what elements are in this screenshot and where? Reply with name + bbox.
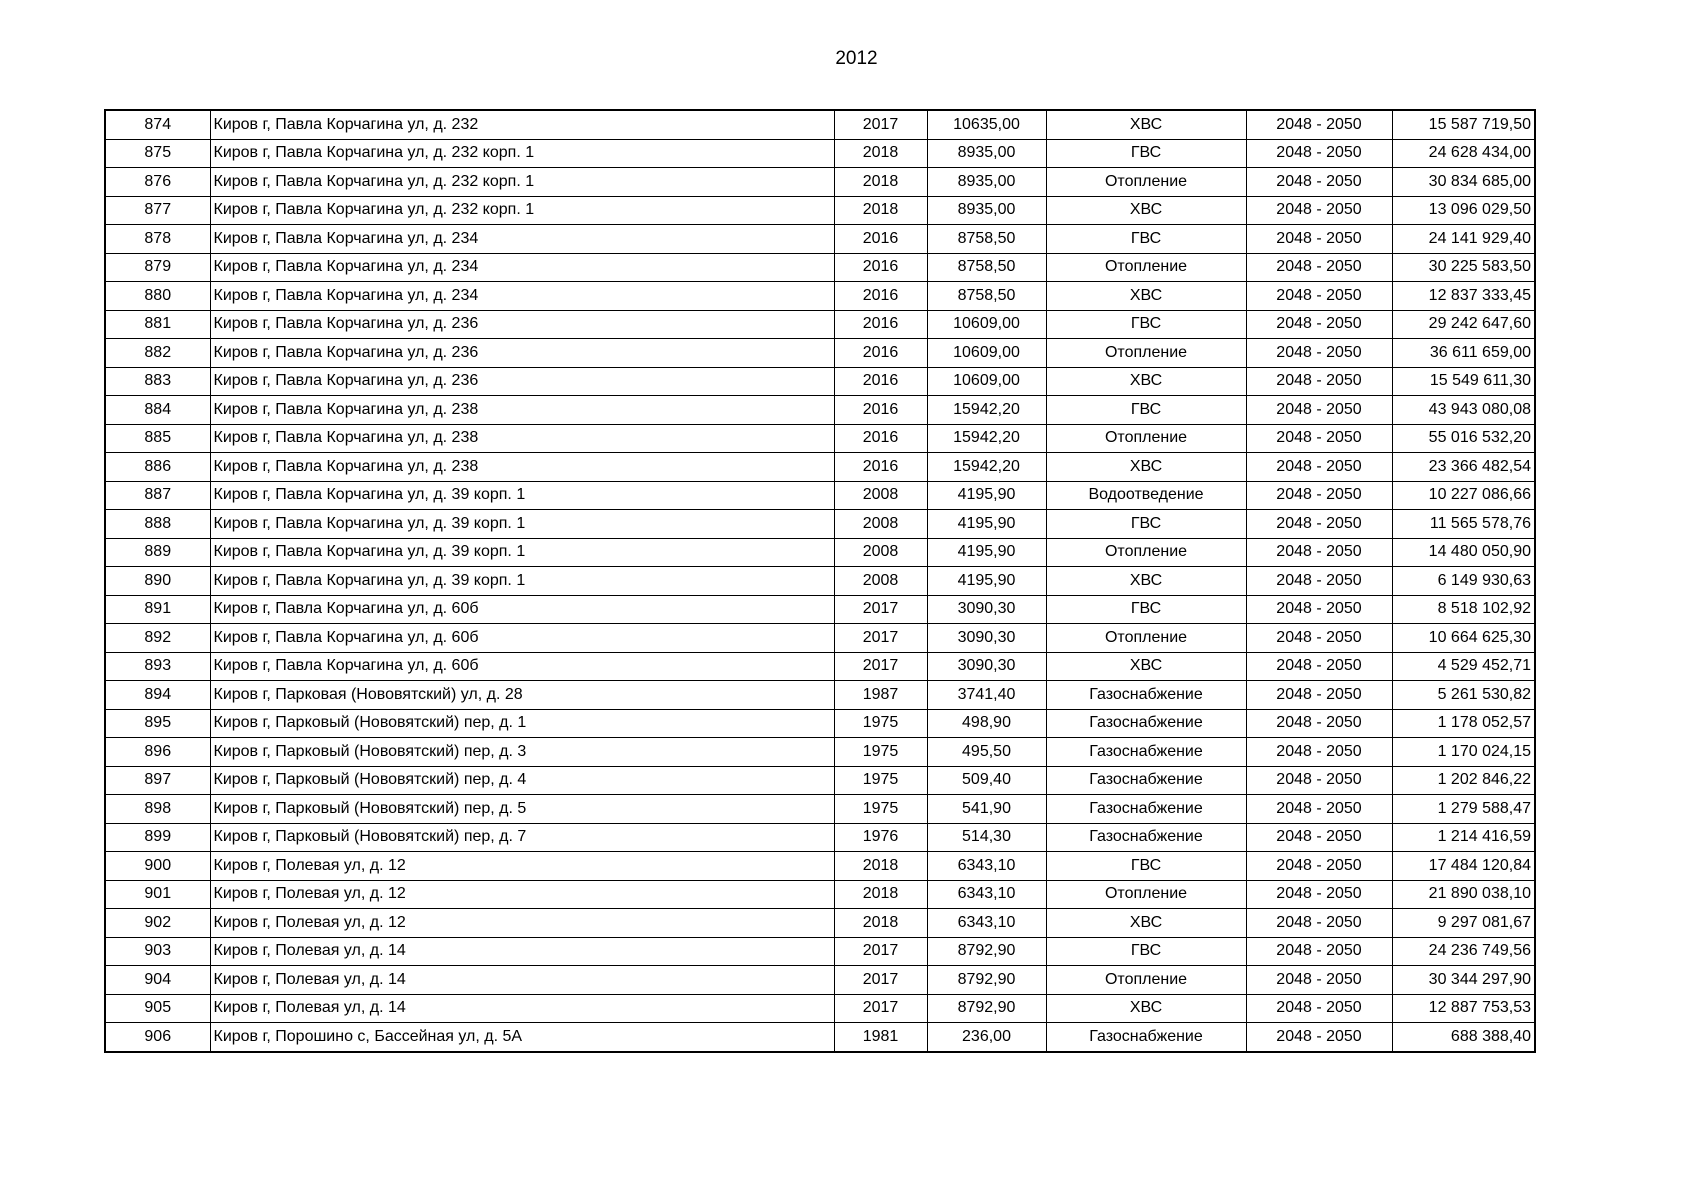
cost-cell: 688 388,40 [1392, 1023, 1535, 1052]
address-cell: Киров г, Павла Корчагина ул, д. 60б [210, 624, 834, 653]
table-row [105, 709, 1535, 738]
utility-system-cell: ГВС [1046, 510, 1246, 539]
table-row [105, 595, 1535, 624]
row-number-cell: 885 [105, 424, 210, 453]
repair-period-cell: 2048 - 2050 [1246, 823, 1392, 852]
cost-cell: 1 279 588,47 [1392, 795, 1535, 824]
utility-system-cell: ХВС [1046, 282, 1246, 311]
cost-cell: 1 178 052,57 [1392, 709, 1535, 738]
utility-system-cell: ГВС [1046, 595, 1246, 624]
cost-cell: 55 016 532,20 [1392, 424, 1535, 453]
cost-cell: 12 837 333,45 [1392, 282, 1535, 311]
address-cell: Киров г, Павла Корчагина ул, д. 236 [210, 310, 834, 339]
build-year-cell: 2018 [834, 852, 927, 881]
address-cell: Киров г, Павла Корчагина ул, д. 238 [210, 396, 834, 425]
utility-system-cell: ГВС [1046, 139, 1246, 168]
utility-system-cell: Отопление [1046, 339, 1246, 368]
row-number-cell: 904 [105, 966, 210, 995]
area-cell: 3090,30 [927, 595, 1046, 624]
repair-period-cell: 2048 - 2050 [1246, 282, 1392, 311]
utility-system-cell: Водоотведение [1046, 481, 1246, 510]
cost-cell: 10 227 086,66 [1392, 481, 1535, 510]
row-number-cell: 879 [105, 253, 210, 282]
page-number: 2012 [835, 48, 878, 69]
area-cell: 4195,90 [927, 510, 1046, 539]
cost-cell: 36 611 659,00 [1392, 339, 1535, 368]
table-row [105, 139, 1535, 168]
table-row [105, 282, 1535, 311]
address-cell: Киров г, Павла Корчагина ул, д. 234 [210, 253, 834, 282]
build-year-cell: 2018 [834, 196, 927, 225]
address-cell: Киров г, Павла Корчагина ул, д. 232 корп. 1 [210, 168, 834, 197]
table-row [105, 196, 1535, 225]
utility-system-cell: Отопление [1046, 966, 1246, 995]
row-number-cell: 900 [105, 852, 210, 881]
row-number-cell: 899 [105, 823, 210, 852]
build-year-cell: 2017 [834, 994, 927, 1023]
area-cell: 8792,90 [927, 994, 1046, 1023]
address-cell: Киров г, Порошино с, Бассейная ул, д. 5А [210, 1023, 834, 1052]
row-number-cell: 887 [105, 481, 210, 510]
repair-period-cell: 2048 - 2050 [1246, 196, 1392, 225]
cost-cell: 17 484 120,84 [1392, 852, 1535, 881]
table-row [105, 424, 1535, 453]
address-cell: Киров г, Парковый (Нововятский) пер, д. 3 [210, 738, 834, 767]
row-number-cell: 892 [105, 624, 210, 653]
area-cell: 498,90 [927, 709, 1046, 738]
row-number-cell: 883 [105, 367, 210, 396]
area-cell: 4195,90 [927, 538, 1046, 567]
row-number-cell: 902 [105, 909, 210, 938]
table-row [105, 909, 1535, 938]
repair-period-cell: 2048 - 2050 [1246, 795, 1392, 824]
build-year-cell: 2017 [834, 624, 927, 653]
area-cell: 8935,00 [927, 139, 1046, 168]
area-cell: 10609,00 [927, 339, 1046, 368]
utility-system-cell: ХВС [1046, 909, 1246, 938]
table-row [105, 966, 1535, 995]
registry-table-body [105, 110, 1535, 1052]
build-year-cell: 1975 [834, 766, 927, 795]
cost-cell: 30 225 583,50 [1392, 253, 1535, 282]
build-year-cell: 2008 [834, 510, 927, 539]
utility-system-cell: ГВС [1046, 225, 1246, 254]
utility-system-cell: Отопление [1046, 424, 1246, 453]
table-row [105, 852, 1535, 881]
cost-cell: 24 628 434,00 [1392, 139, 1535, 168]
build-year-cell: 2018 [834, 880, 927, 909]
build-year-cell: 2017 [834, 110, 927, 139]
table-row [105, 823, 1535, 852]
build-year-cell: 2016 [834, 367, 927, 396]
area-cell: 4195,90 [927, 567, 1046, 596]
build-year-cell: 2016 [834, 424, 927, 453]
cost-cell: 6 149 930,63 [1392, 567, 1535, 596]
repair-period-cell: 2048 - 2050 [1246, 339, 1392, 368]
build-year-cell: 2018 [834, 909, 927, 938]
repair-period-cell: 2048 - 2050 [1246, 110, 1392, 139]
table-row [105, 795, 1535, 824]
utility-system-cell: Отопление [1046, 880, 1246, 909]
row-number-cell: 906 [105, 1023, 210, 1052]
repair-period-cell: 2048 - 2050 [1246, 909, 1392, 938]
build-year-cell: 2017 [834, 595, 927, 624]
table-row [105, 510, 1535, 539]
cost-cell: 12 887 753,53 [1392, 994, 1535, 1023]
repair-period-cell: 2048 - 2050 [1246, 253, 1392, 282]
build-year-cell: 2016 [834, 339, 927, 368]
address-cell: Киров г, Павла Корчагина ул, д. 232 корп. 1 [210, 139, 834, 168]
address-cell: Киров г, Павла Корчагина ул, д. 60б [210, 652, 834, 681]
area-cell: 10609,00 [927, 367, 1046, 396]
row-number-cell: 880 [105, 282, 210, 311]
row-number-cell: 903 [105, 937, 210, 966]
repair-period-cell: 2048 - 2050 [1246, 567, 1392, 596]
table-row [105, 367, 1535, 396]
repair-period-cell: 2048 - 2050 [1246, 595, 1392, 624]
table-row [105, 225, 1535, 254]
area-cell: 8758,50 [927, 282, 1046, 311]
address-cell: Киров г, Павла Корчагина ул, д. 232 корп. 1 [210, 196, 834, 225]
cost-cell: 1 214 416,59 [1392, 823, 1535, 852]
row-number-cell: 874 [105, 110, 210, 139]
address-cell: Киров г, Полевая ул, д. 12 [210, 909, 834, 938]
cost-cell: 5 261 530,82 [1392, 681, 1535, 710]
cost-cell: 10 664 625,30 [1392, 624, 1535, 653]
area-cell: 509,40 [927, 766, 1046, 795]
utility-system-cell: Газоснабжение [1046, 795, 1246, 824]
address-cell: Киров г, Полевая ул, д. 14 [210, 994, 834, 1023]
cost-cell: 15 549 611,30 [1392, 367, 1535, 396]
area-cell: 15942,20 [927, 396, 1046, 425]
utility-system-cell: Газоснабжение [1046, 1023, 1246, 1052]
row-number-cell: 898 [105, 795, 210, 824]
repair-period-cell: 2048 - 2050 [1246, 510, 1392, 539]
build-year-cell: 1975 [834, 738, 927, 767]
area-cell: 6343,10 [927, 880, 1046, 909]
table-row [105, 681, 1535, 710]
build-year-cell: 2008 [834, 481, 927, 510]
build-year-cell: 1987 [834, 681, 927, 710]
utility-system-cell: Отопление [1046, 168, 1246, 197]
table-row [105, 110, 1535, 139]
cost-cell: 9 297 081,67 [1392, 909, 1535, 938]
utility-system-cell: Отопление [1046, 624, 1246, 653]
repair-period-cell: 2048 - 2050 [1246, 966, 1392, 995]
utility-system-cell: Отопление [1046, 538, 1246, 567]
build-year-cell: 2016 [834, 310, 927, 339]
repair-period-cell: 2048 - 2050 [1246, 168, 1392, 197]
build-year-cell: 2017 [834, 966, 927, 995]
table-row [105, 567, 1535, 596]
cost-cell: 24 141 929,40 [1392, 225, 1535, 254]
repair-period-cell: 2048 - 2050 [1246, 652, 1392, 681]
repair-period-cell: 2048 - 2050 [1246, 453, 1392, 482]
cost-cell: 30 834 685,00 [1392, 168, 1535, 197]
repair-period-cell: 2048 - 2050 [1246, 738, 1392, 767]
address-cell: Киров г, Павла Корчагина ул, д. 238 [210, 424, 834, 453]
row-number-cell: 886 [105, 453, 210, 482]
row-number-cell: 901 [105, 880, 210, 909]
table-row [105, 880, 1535, 909]
table-row [105, 339, 1535, 368]
table-row [105, 766, 1535, 795]
table-row [105, 310, 1535, 339]
row-number-cell: 876 [105, 168, 210, 197]
build-year-cell: 2016 [834, 453, 927, 482]
repair-period-cell: 2048 - 2050 [1246, 852, 1392, 881]
area-cell: 514,30 [927, 823, 1046, 852]
row-number-cell: 893 [105, 652, 210, 681]
build-year-cell: 2018 [834, 168, 927, 197]
table-row [105, 738, 1535, 767]
build-year-cell: 2008 [834, 567, 927, 596]
table-row [105, 937, 1535, 966]
repair-period-cell: 2048 - 2050 [1246, 367, 1392, 396]
build-year-cell: 1976 [834, 823, 927, 852]
area-cell: 8758,50 [927, 253, 1046, 282]
cost-cell: 4 529 452,71 [1392, 652, 1535, 681]
repair-period-cell: 2048 - 2050 [1246, 937, 1392, 966]
cost-cell: 11 565 578,76 [1392, 510, 1535, 539]
utility-system-cell: ХВС [1046, 652, 1246, 681]
row-number-cell: 905 [105, 994, 210, 1023]
cost-cell: 30 344 297,90 [1392, 966, 1535, 995]
repair-period-cell: 2048 - 2050 [1246, 766, 1392, 795]
address-cell: Киров г, Павла Корчагина ул, д. 236 [210, 367, 834, 396]
address-cell: Киров г, Полевая ул, д. 12 [210, 852, 834, 881]
utility-system-cell: Газоснабжение [1046, 823, 1246, 852]
row-number-cell: 875 [105, 139, 210, 168]
row-number-cell: 878 [105, 225, 210, 254]
utility-system-cell: ГВС [1046, 396, 1246, 425]
cost-cell: 24 236 749,56 [1392, 937, 1535, 966]
cost-cell: 1 202 846,22 [1392, 766, 1535, 795]
area-cell: 6343,10 [927, 909, 1046, 938]
area-cell: 3741,40 [927, 681, 1046, 710]
repair-period-cell: 2048 - 2050 [1246, 424, 1392, 453]
utility-system-cell: ХВС [1046, 453, 1246, 482]
repair-period-cell: 2048 - 2050 [1246, 681, 1392, 710]
row-number-cell: 884 [105, 396, 210, 425]
build-year-cell: 1975 [834, 795, 927, 824]
cost-cell: 43 943 080,08 [1392, 396, 1535, 425]
cost-cell: 8 518 102,92 [1392, 595, 1535, 624]
build-year-cell: 1981 [834, 1023, 927, 1052]
address-cell: Киров г, Павла Корчагина ул, д. 234 [210, 282, 834, 311]
area-cell: 3090,30 [927, 652, 1046, 681]
utility-system-cell: ХВС [1046, 110, 1246, 139]
area-cell: 236,00 [927, 1023, 1046, 1052]
area-cell: 3090,30 [927, 624, 1046, 653]
build-year-cell: 2016 [834, 225, 927, 254]
cost-cell: 21 890 038,10 [1392, 880, 1535, 909]
utility-system-cell: ХВС [1046, 567, 1246, 596]
repair-period-cell: 2048 - 2050 [1246, 481, 1392, 510]
area-cell: 8792,90 [927, 966, 1046, 995]
address-cell: Киров г, Павла Корчагина ул, д. 39 корп. 1 [210, 481, 834, 510]
repair-period-cell: 2048 - 2050 [1246, 994, 1392, 1023]
utility-system-cell: ГВС [1046, 310, 1246, 339]
utility-system-cell: Газоснабжение [1046, 709, 1246, 738]
utility-system-cell: ГВС [1046, 852, 1246, 881]
area-cell: 4195,90 [927, 481, 1046, 510]
row-number-cell: 896 [105, 738, 210, 767]
build-year-cell: 2017 [834, 937, 927, 966]
utility-system-cell: ХВС [1046, 367, 1246, 396]
area-cell: 8935,00 [927, 196, 1046, 225]
area-cell: 10635,00 [927, 110, 1046, 139]
row-number-cell: 882 [105, 339, 210, 368]
table-row [105, 538, 1535, 567]
row-number-cell: 890 [105, 567, 210, 596]
utility-system-cell: ГВС [1046, 937, 1246, 966]
cost-cell: 1 170 024,15 [1392, 738, 1535, 767]
address-cell: Киров г, Павла Корчагина ул, д. 39 корп. 1 [210, 510, 834, 539]
address-cell: Киров г, Парковый (Нововятский) пер, д. 7 [210, 823, 834, 852]
table-row [105, 396, 1535, 425]
area-cell: 15942,20 [927, 453, 1046, 482]
repair-period-cell: 2048 - 2050 [1246, 538, 1392, 567]
repair-period-cell: 2048 - 2050 [1246, 310, 1392, 339]
area-cell: 541,90 [927, 795, 1046, 824]
row-number-cell: 897 [105, 766, 210, 795]
address-cell: Киров г, Павла Корчагина ул, д. 39 корп. 1 [210, 567, 834, 596]
repair-period-cell: 2048 - 2050 [1246, 225, 1392, 254]
area-cell: 8792,90 [927, 937, 1046, 966]
table-row [105, 168, 1535, 197]
address-cell: Киров г, Парковый (Нововятский) пер, д. 5 [210, 795, 834, 824]
row-number-cell: 877 [105, 196, 210, 225]
area-cell: 15942,20 [927, 424, 1046, 453]
utility-system-cell: Отопление [1046, 253, 1246, 282]
table-row [105, 453, 1535, 482]
build-year-cell: 2018 [834, 139, 927, 168]
row-number-cell: 889 [105, 538, 210, 567]
table-row [105, 253, 1535, 282]
repair-period-cell: 2048 - 2050 [1246, 880, 1392, 909]
address-cell: Киров г, Павла Корчагина ул, д. 234 [210, 225, 834, 254]
address-cell: Киров г, Павла Корчагина ул, д. 60б [210, 595, 834, 624]
address-cell: Киров г, Павла Корчагина ул, д. 232 [210, 110, 834, 139]
repair-period-cell: 2048 - 2050 [1246, 396, 1392, 425]
build-year-cell: 1975 [834, 709, 927, 738]
utility-system-cell: Газоснабжение [1046, 766, 1246, 795]
address-cell: Киров г, Павла Корчагина ул, д. 238 [210, 453, 834, 482]
table-row [105, 652, 1535, 681]
build-year-cell: 2016 [834, 253, 927, 282]
repair-period-cell: 2048 - 2050 [1246, 139, 1392, 168]
area-cell: 6343,10 [927, 852, 1046, 881]
utility-system-cell: Газоснабжение [1046, 681, 1246, 710]
row-number-cell: 881 [105, 310, 210, 339]
cost-cell: 23 366 482,54 [1392, 453, 1535, 482]
row-number-cell: 894 [105, 681, 210, 710]
area-cell: 8935,00 [927, 168, 1046, 197]
utility-system-cell: ХВС [1046, 994, 1246, 1023]
build-year-cell: 2016 [834, 282, 927, 311]
utility-system-cell: Газоснабжение [1046, 738, 1246, 767]
row-number-cell: 891 [105, 595, 210, 624]
table-row [105, 481, 1535, 510]
address-cell: Киров г, Павла Корчагина ул, д. 236 [210, 339, 834, 368]
address-cell: Киров г, Полевая ул, д. 14 [210, 966, 834, 995]
table-row [105, 624, 1535, 653]
cost-cell: 13 096 029,50 [1392, 196, 1535, 225]
cost-cell: 29 242 647,60 [1392, 310, 1535, 339]
area-cell: 8758,50 [927, 225, 1046, 254]
row-number-cell: 895 [105, 709, 210, 738]
area-cell: 10609,00 [927, 310, 1046, 339]
cost-cell: 15 587 719,50 [1392, 110, 1535, 139]
repair-period-cell: 2048 - 2050 [1246, 624, 1392, 653]
repair-period-cell: 2048 - 2050 [1246, 1023, 1392, 1052]
table-row [105, 994, 1535, 1023]
address-cell: Киров г, Парковый (Нововятский) пер, д. 4 [210, 766, 834, 795]
registry-table [104, 109, 1536, 1053]
build-year-cell: 2008 [834, 538, 927, 567]
address-cell: Киров г, Полевая ул, д. 12 [210, 880, 834, 909]
build-year-cell: 2017 [834, 652, 927, 681]
area-cell: 495,50 [927, 738, 1046, 767]
address-cell: Киров г, Полевая ул, д. 14 [210, 937, 834, 966]
address-cell: Киров г, Парковая (Нововятский) ул, д. 28 [210, 681, 834, 710]
cost-cell: 14 480 050,90 [1392, 538, 1535, 567]
table-row [105, 1023, 1535, 1052]
utility-system-cell: ХВС [1046, 196, 1246, 225]
address-cell: Киров г, Павла Корчагина ул, д. 39 корп. 1 [210, 538, 834, 567]
row-number-cell: 888 [105, 510, 210, 539]
repair-period-cell: 2048 - 2050 [1246, 709, 1392, 738]
address-cell: Киров г, Парковый (Нововятский) пер, д. 1 [210, 709, 834, 738]
build-year-cell: 2016 [834, 396, 927, 425]
